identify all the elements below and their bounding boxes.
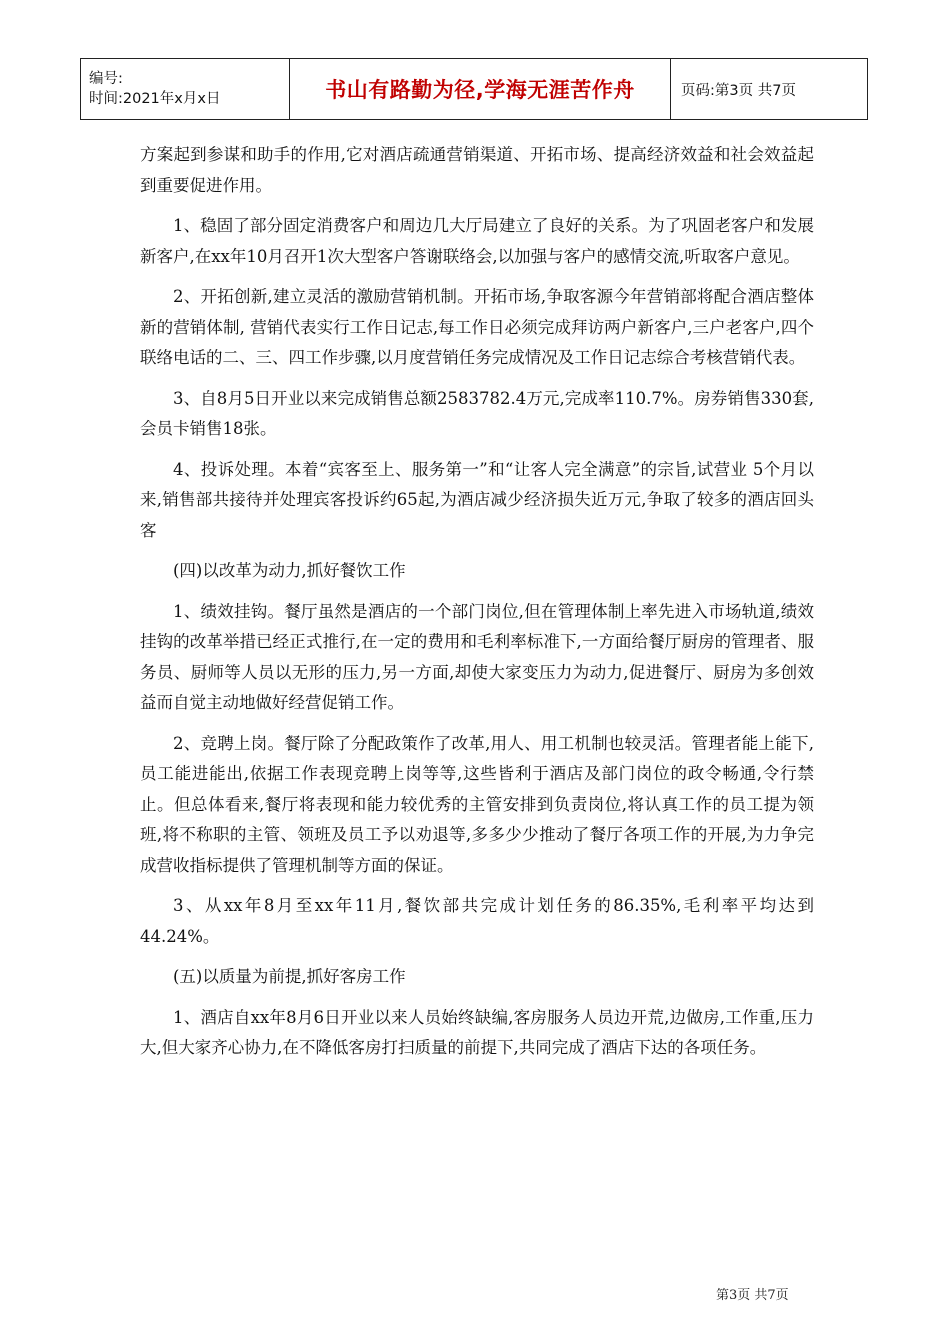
header-motto: 书山有路勤为径,学海无涯苦作舟 (290, 59, 671, 120)
paragraph: 3、自8月5日开业以来完成销售总额2583782.4万元,完成率110.7%。房券销售330套,会员卡销售18张。 (140, 388, 814, 438)
section-heading: (五)以质量为前提,抓好客房工作 (173, 967, 406, 986)
document-body (140, 140, 814, 1074)
header-page-info: 页码:第3页 共7页 (671, 59, 868, 120)
paragraph: 4、投诉处理。本着“宾客至上、服务第一”和“让客人完全满意”的宗旨,试营业 5个月以来,销售部共接待并处理宾客投诉约65起,为酒店减少经济损失近万元,争取了较多的酒店回头客 (140, 459, 814, 540)
paragraph: 1、绩效挂钩。餐厅虽然是酒店的一个部门岗位,但在管理体制上率先进入市场轨道,绩效挂钩的改革举措已经正式推行,在一定的费用和毛利率标准下,一方面给餐厅厨房的管理者、服务员、厨师等人员以无形的压力,另一方面,却使大家变压力为动力,促进餐厅、厨房为多创效益而自觉主动地做好经营促销工作。 (140, 601, 814, 712)
document-header (80, 58, 868, 120)
paragraph: 2、开拓创新,建立灵活的激励营销机制。开拓市场,争取客源今年营销部将配合酒店整体新的营销体制, 营销代表实行工作日记志,每工作日必须完成拜访两户新客户,三户老客户,四个联络电话的二、三、四工作步骤,以月度营销任务完成情况及工作日记志综合考核营销代表。 (140, 287, 814, 367)
header-meta-cell (81, 59, 290, 120)
paragraph: 3、从xx年8月至xx年11月,餐饮部共完成计划任务的86.35%,毛利率平均达到44.24%。 (140, 896, 814, 946)
paragraph: 1、酒店自xx年8月6日开业以来人员始终缺编,客房服务人员边开荒,边做房,工作重,压力大,但大家齐心协力,在不降低客房打扫质量的前提下,共同完成了酒店下达的各项任务。 (140, 1007, 814, 1057)
document-time-label: 时间:2021年x月x日 (89, 91, 221, 107)
document-number-label: 编号: (89, 71, 123, 87)
paragraph: 2、竞聘上岗。餐厅除了分配政策作了改革,用人、用工机制也较灵活。管理者能上能下,员工能进能出,依据工作表现竞聘上岗等等,这些皆利于酒店及部门岗位的政令畅通,令行禁止。但总体看来,餐厅将表现和能力较优秀的主管安排到负责岗位,将认真工作的员工提为领班,将不称职的主管、领班及员工予以劝退等,多多少少推动了餐厅各项工作的开展,为力争完成营收指标提供了管理机制等方面的保证。 (140, 733, 814, 875)
section-heading: (四)以改革为动力,抓好餐饮工作 (173, 561, 406, 580)
paragraph: 1、稳固了部分固定消费客户和周边几大厅局建立了良好的关系。为了巩固老客户和发展新客户,在xx年10月召开1次大型客户答谢联络会,以加强与客户的感情交流,听取客户意见。 (140, 216, 814, 266)
paragraph: 方案起到参谋和助手的作用,它对酒店疏通营销渠道、开拓市场、提高经济效益和社会效益起到重要促进作用。 (140, 145, 814, 195)
page-footer: 第3页 共7页 (716, 1288, 789, 1303)
